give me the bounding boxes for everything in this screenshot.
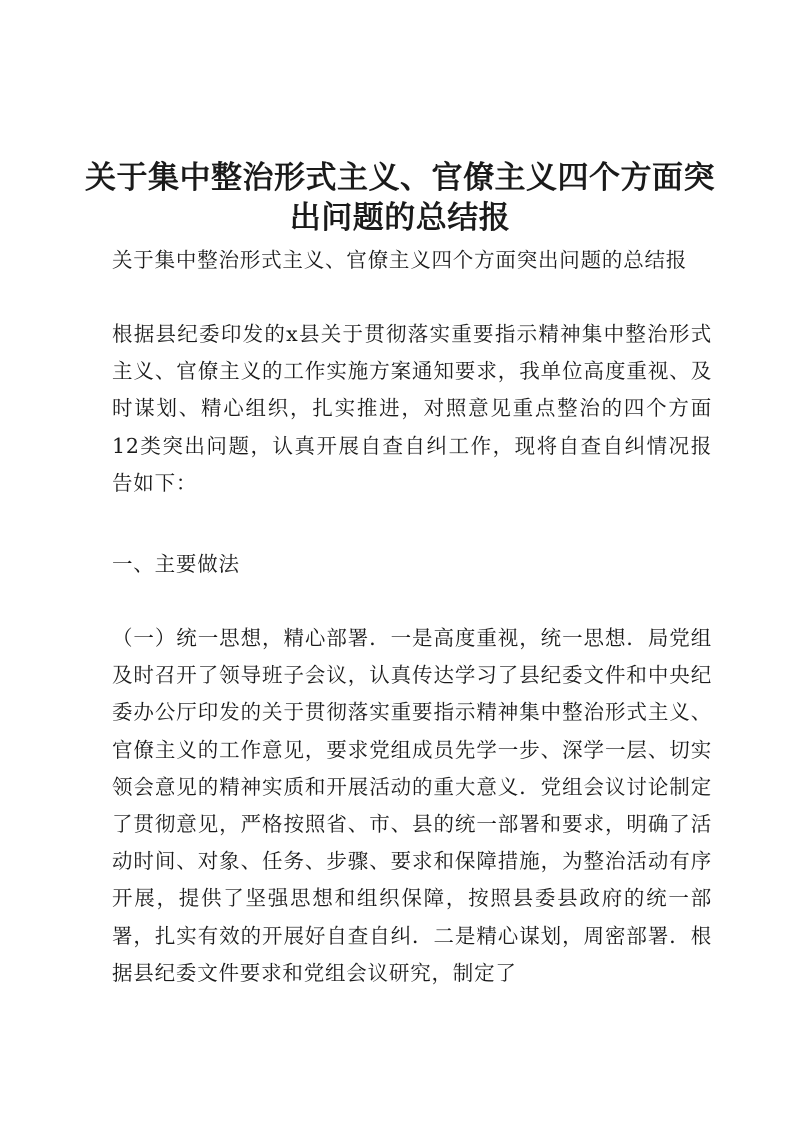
document-title: 关于集中整治形式主义、官僚主义四个方面突出问题的总结报 bbox=[85, 160, 715, 236]
section-paragraph: （一）统一思想，精心部署．一是高度重视，统一思想．局党组及时召开了领导班子会议，认真传达学习了县纪委文件和中央纪委办公厅印发的关于贯彻落实重要指示精神集中整治形式主义、官僚主义的工作意见，要求党组成员先学一步、深学一层、切实领会意见的精神实质和开展活动的重大意义．党组会议讨论制定了贯彻意见，严格按照省、市、县的统一部署和要求，明确了活动时间、对象、任务、步骤、要求和保障措施，为整治活动有序开展，提供了坚强思想和组织保障，按照县委县政府的统一部署，扎实有效的开展好自查自纠．二是精心谋划，周密部署．根据县纪委文件要求和党组会议研究，制定了 bbox=[112, 626, 712, 985]
section-heading: 一、主要做法 bbox=[112, 552, 240, 576]
document-subtitle: 关于集中整治形式主义、官僚主义四个方面突出问题的总结报 bbox=[112, 248, 688, 272]
intro-paragraph: 根据县纪委印发的x县关于贯彻落实重要指示精神集中整治形式主义、官僚主义的工作实施方案通知要求，我单位高度重视、及时谋划、精心组织，扎实推进，对照意见重点整治的四个方面12类突出问题，认真开展自查自纠工作，现将自查自纠情况报告如下： bbox=[112, 322, 712, 495]
